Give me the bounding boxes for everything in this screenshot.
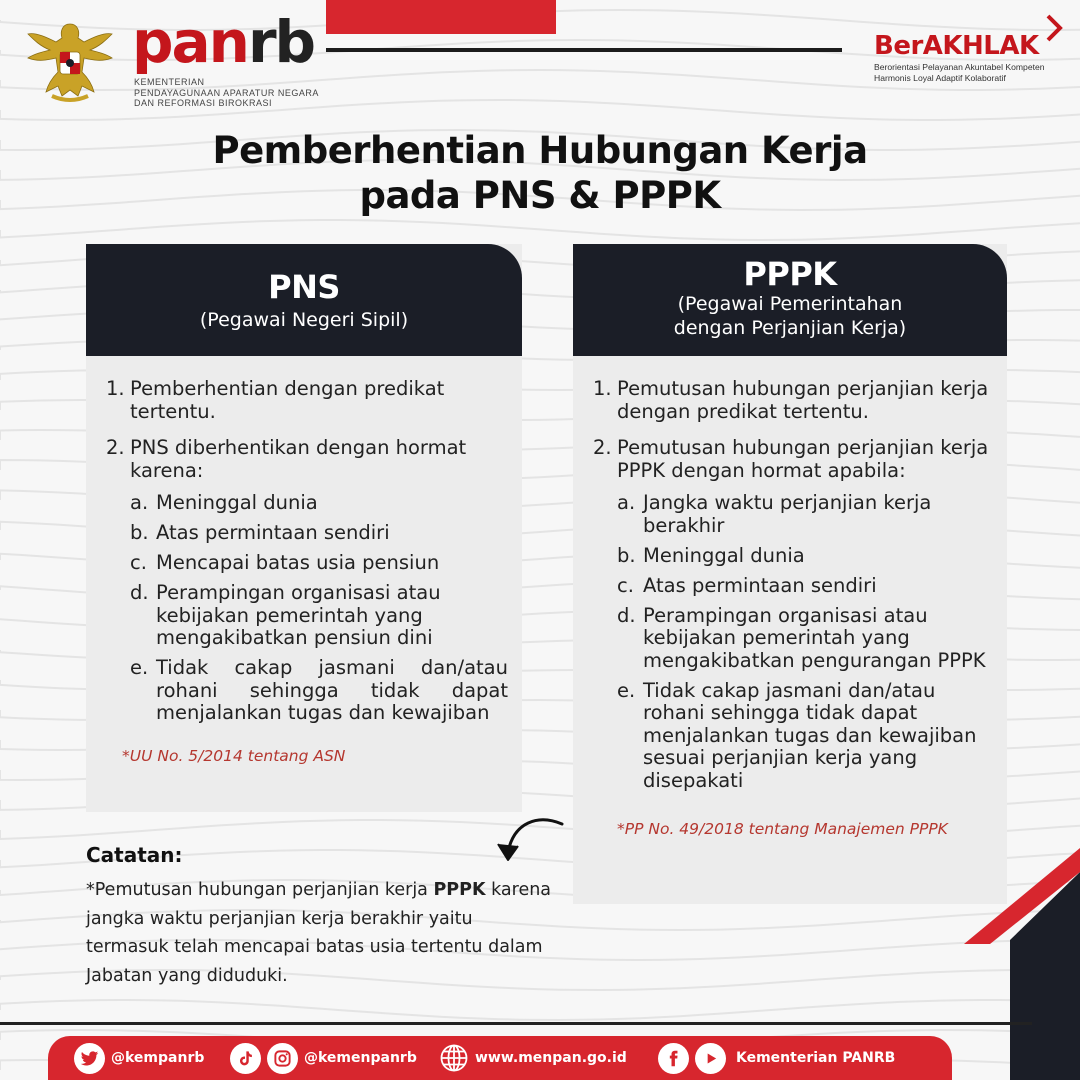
youtube-icon [695,1043,726,1074]
curved-arrow-icon [492,808,568,868]
pppk-card [573,244,1007,904]
globe-icon [438,1043,469,1074]
pppk-source-note: *PP No. 49/2018 tentang Manajemen PPPK [617,820,948,838]
ministry-line-1: KEMENTERIAN [134,77,205,87]
social-footer [48,1036,952,1080]
berakhlak-tagline-1: Berorientasi Pelayanan Akuntabel Kompeten [874,62,1045,72]
website-url: www.menpan.go.id [475,1050,627,1066]
sub-list-item: e. Tidak cakap jasmani dan/atau rohani sehingga tidak dapat menjalankan tugas dan kewajiban sesuai perjanjian kerja yang disepakati [617,678,977,792]
tiktok-icon [230,1043,261,1074]
website-link[interactable] [438,1036,627,1080]
ministry-line-2: PENDAYAGUNAAN APARATUR NEGARA [134,87,319,98]
facebook-icon [658,1043,689,1074]
bottom-divider-line [0,1022,1032,1025]
sub-list-item: c. Atas permintaan sendiri [617,573,877,597]
pppk-card-body [573,356,1007,838]
sub-list-item: e. Tidak cakap jasmani dan/atau rohani sehingga tidak dapat menjalankan tugas dan kewajiban [130,656,508,724]
ministry-line-3: DAN REFORMASI BIROKRASI [134,98,273,108]
instagram-icon [267,1043,298,1074]
sub-list-item: d. Perampingan organisasi atau kebijakan pemerintah yang mengakibatkan pengurangan PPPK [617,603,986,672]
panrb-logo: panrb [132,8,315,76]
tiktok-instagram-handle: @kemenpanrb [304,1050,417,1066]
pppk-title: PPPK [743,255,837,293]
pns-card-header [86,244,522,356]
berakhlak-tagline-2: Harmonis Loyal Adaptif Kolaboratif [874,73,1006,83]
page-title-line-2: pada PNS & PPPK [359,174,721,217]
facebook-youtube-link[interactable] [658,1036,895,1080]
pns-title: PNS [268,268,340,306]
twitter-handle: @kempanrb [111,1050,205,1066]
top-divider-line [326,48,842,52]
list-item: 1. Pemutusan hubungan perjanjian kerja dengan predikat tertentu. [593,377,989,423]
pppk-subtitle-line-2: dengan Perjanjian Kerja) [673,317,907,339]
note-body: *Pemutusan hubungan perjanjian kerja PPPK karena jangka waktu perjanjian kerja berakhir yaitu termasuk telah mencapai batas usia tertentu dalam Jabatan yang diduduki. [86,880,552,986]
sub-list-item: c. Mencapai batas usia pensiun [130,551,440,574]
tiktok-instagram-link[interactable] [230,1036,417,1080]
sub-list-item: b. Atas permintaan sendiri [130,521,390,544]
sub-list-item: b. Meninggal dunia [617,543,805,567]
sub-list-item: a. Meninggal dunia [130,491,318,514]
twitter-icon [74,1043,105,1074]
pppk-subtitle-line-1: (Pegawai Pemerintahan [677,293,903,315]
pns-source-note: *UU No. 5/2014 tentang ASN [122,746,346,765]
page-title-line-1: Pemberhentian Hubungan Kerja [212,129,868,172]
list-item: 1. Pemberhentian dengan predikat tertentu. [106,377,445,423]
sub-list-item: d. Perampingan organisasi atau kebijakan pemerintah yang mengakibatkan pensiun dini [130,581,441,649]
pppk-card-header [573,244,1007,356]
twitter-link[interactable] [74,1036,204,1080]
facebook-youtube-name: Kementerian PANRB [736,1050,896,1066]
list-item: 2. PNS diberhentikan dengan hormat karena: [106,436,467,482]
list-item: 2. Pemutusan hubungan perjanjian kerja PPPK dengan hormat apabila: [593,436,989,482]
garuda-emblem-icon [22,12,118,108]
note-bold: PPPK [433,880,486,900]
pns-subtitle: (Pegawai Negeri Sipil) [199,309,409,331]
pns-card-body [86,356,522,765]
berakhlak-logo: BerAKHLAK [874,31,1039,61]
ministry-name [134,77,319,109]
pns-card [86,244,522,812]
page-title [0,128,1080,218]
top-red-accent [326,0,556,34]
sub-list-item: a. Jangka waktu perjanjian kerja berakhir [617,491,932,537]
berakhlak-tagline [874,62,1045,84]
pns-sublist [130,492,508,725]
pppk-sublist [617,492,993,792]
chevron-right-icon [1042,14,1064,42]
note-title: Catatan: [86,843,183,867]
